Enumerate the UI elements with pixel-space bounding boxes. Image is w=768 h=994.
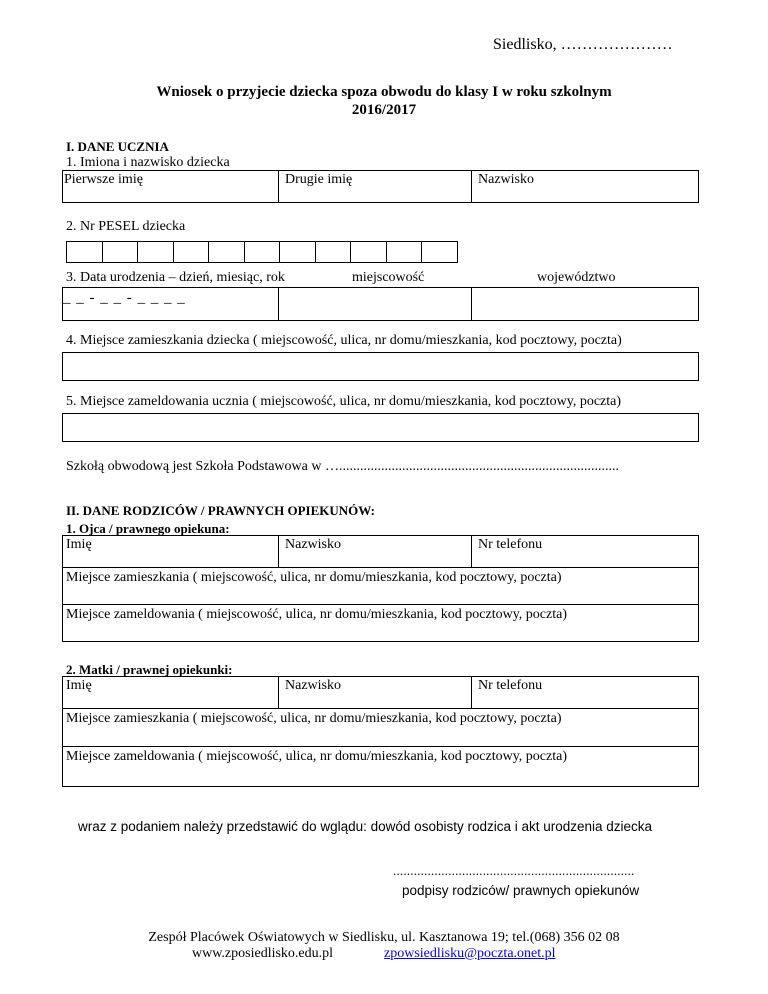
father-registration-field[interactable]: Miejsce zameldowania ( miejscowość, ulica, nr domu/mieszkania, kod pocztowy, poczta) <box>66 607 567 622</box>
district-school-line[interactable]: Szkołą obwodową jest Szkoła Podstawowa w …................................................................................ <box>66 459 619 474</box>
mother-registration-field[interactable]: Miejsce zameldowania ( miejscowość, ulica, nr domu/mieszkania, kod pocztowy, poczta) <box>66 749 567 764</box>
mother-heading: 2. Matki / prawnej opiekunki: <box>66 662 233 677</box>
mother-surname-field[interactable]: Nazwisko <box>285 678 341 693</box>
father-first-name-field[interactable]: Imię <box>66 537 92 552</box>
child-residence-label: 4. Miejsce zamieszkania dziecka ( miejscowość, ulica, nr domu/mieszkania, kod pocztowy, poczta) <box>66 333 622 348</box>
section-student-heading: I. DANE UCZNIA <box>66 139 169 154</box>
father-surname-field[interactable]: Nazwisko <box>285 537 341 552</box>
mother-phone-field[interactable]: Nr telefonu <box>478 678 543 693</box>
surname-field[interactable]: Nazwisko <box>478 172 534 187</box>
birthplace-label: miejscowość <box>352 270 425 285</box>
father-heading: 1. Ojca / prawnego opiekuna: <box>66 521 230 536</box>
footer-website[interactable]: www.zposiedlisko.edu.pl <box>192 946 334 961</box>
student-registration-field[interactable] <box>62 413 699 442</box>
pesel-label: 2. Nr PESEL dziecka <box>66 219 186 234</box>
mother-residence-field[interactable]: Miejsce zamieszkania ( miejscowość, ulica, nr domu/mieszkania, kod pocztowy, poczta) <box>66 711 562 726</box>
mother-first-name-field[interactable]: Imię <box>66 678 92 693</box>
voivodeship-label: województwo <box>537 270 616 285</box>
section-parents-heading: II. DANE RODZICÓW / PRAWNYCH OPIEKUNÓW: <box>66 503 375 518</box>
signature-line[interactable]: ...................................................................... <box>393 863 635 878</box>
father-phone-field[interactable]: Nr telefonu <box>478 537 543 552</box>
student-registration-label: 5. Miejsce zameldowania ucznia ( miejscowość, ulica, nr domu/mieszkania, kod pocztowy, poczta) <box>66 394 622 409</box>
first-name-field[interactable]: Pierwsze imię <box>64 172 143 187</box>
father-table <box>62 535 699 642</box>
footer-email-link[interactable]: zpowsiedlisku@poczta.onet.pl <box>384 946 556 961</box>
form-title: Wniosek o przyjecie dziecka spoza obwodu do klasy I w roku szkolnym <box>156 84 612 100</box>
place-date: Siedlisko, ………………… <box>493 36 673 53</box>
footer-address: Zespół Placówek Oświatowych w Siedlisku, ul. Kasztanowa 19; tel.(068) 356 02 08 <box>148 930 620 945</box>
child-residence-field[interactable] <box>62 352 699 381</box>
birth-date-label: 3. Data urodzenia – dzień, miesiąc, rok <box>66 270 285 285</box>
school-year: 2016/2017 <box>351 102 417 118</box>
second-name-field[interactable]: Drugie imię <box>285 172 353 187</box>
child-name-label: 1. Imiona i nazwisko dziecka <box>66 155 230 170</box>
birth-date-field[interactable]: _ _ - _ _ - _ _ _ _ <box>63 290 186 306</box>
child-name-table <box>62 170 699 203</box>
documents-note: wraz z podaniem należy przedstawić do wglądu: dowód osobisty rodzica i akt urodzenia dziecka <box>78 819 653 834</box>
father-residence-field[interactable]: Miejsce zamieszkania ( miejscowość, ulica, nr domu/mieszkania, kod pocztowy, poczta) <box>66 570 562 585</box>
mother-table <box>62 676 699 787</box>
signature-label: podpisy rodziców/ prawnych opiekunów <box>402 883 640 898</box>
pesel-input-grid[interactable] <box>66 241 458 263</box>
